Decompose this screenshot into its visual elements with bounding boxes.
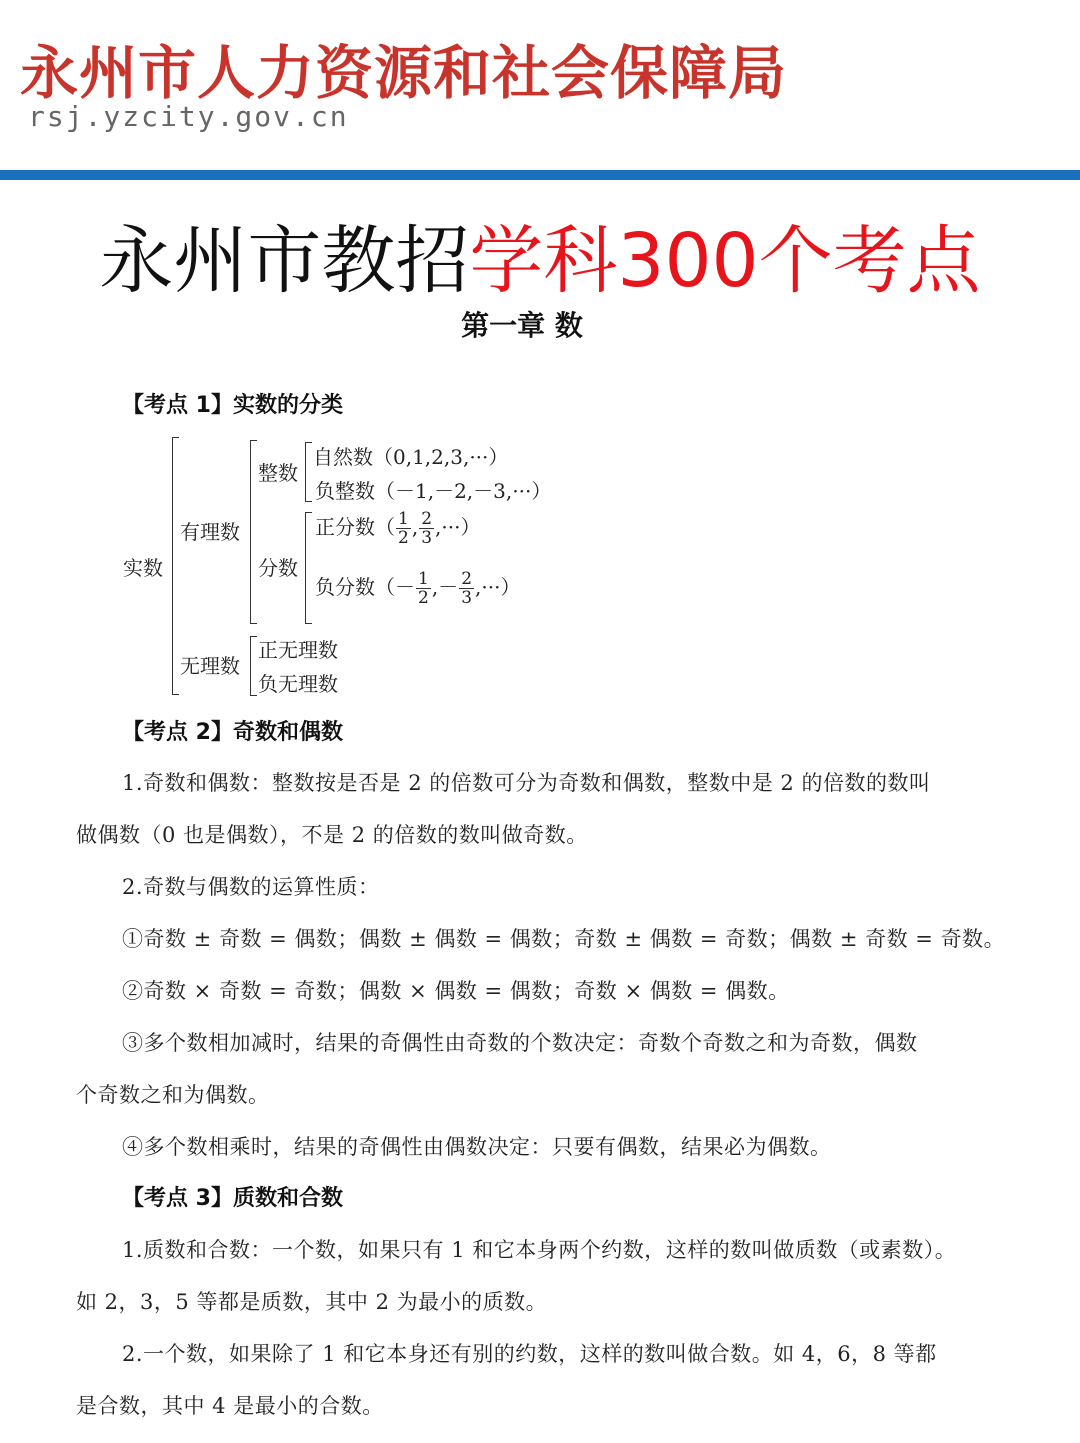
- tree-positive-irrational: 正无理数: [258, 638, 338, 662]
- kp1-heading: 【考点 1】实数的分类: [122, 393, 343, 418]
- page-title: [0, 202, 1080, 308]
- chapter-title: 第一章 数: [461, 309, 583, 342]
- kp2-rule-3-line-2: 个奇数之和为偶数。: [76, 1083, 270, 1107]
- fraction-one-half: [416, 570, 431, 607]
- frac-numerator: 1: [418, 569, 429, 589]
- rational-brace: [250, 440, 257, 624]
- frac-numerator: 2: [421, 509, 433, 529]
- fraction-one-half: [396, 510, 411, 547]
- title-part-1: 永州市教招: [99, 218, 470, 304]
- tree-natural-number: 自然数（0,1,2,3,···）: [313, 445, 509, 469]
- kp3-heading: 【考点 3】质数和合数: [122, 1186, 343, 1211]
- pos-frac-tail: ,···）: [435, 515, 481, 539]
- kp2-rule-3-line-1: ③多个数相加减时，结果的奇偶性由奇数的个数决定：奇数个奇数之和为奇数，偶数: [122, 1031, 918, 1055]
- frac-denominator: 2: [418, 588, 429, 608]
- header-divider-bar: [0, 170, 1080, 180]
- pos-frac-label: 正分数（: [315, 515, 395, 539]
- tree-negative-integer: 负整数（－1,－2,－3,···）: [315, 479, 552, 503]
- tree-negative-irrational: 负无理数: [258, 672, 338, 696]
- kp2-paragraph-1-line-2: 做偶数（0 也是偶数），不是 2 的倍数的数叫做奇数。: [76, 823, 588, 847]
- kp2-heading: 【考点 2】奇数和偶数: [122, 720, 343, 745]
- kp2-paragraph-1-line-1: 1.奇数和偶数：整数按是否是 2 的倍数可分为奇数和偶数，整数中是 2 的倍数的数叫: [122, 771, 931, 795]
- tree-irrational-label: 无理数: [180, 654, 240, 678]
- irrational-brace: [250, 636, 257, 696]
- neg-frac-label: 负分数（－: [315, 575, 415, 599]
- tree-negative-fraction: 负分数（－ $\frac{1}{2}$ ,－ $\frac{2}{3}$ ,···）: [315, 569, 521, 608]
- kp3-paragraph-1-line-2: 如 2，3，5 等都是质数，其中 2 为最小的质数。: [76, 1290, 548, 1314]
- tree-rational-label: 有理数: [180, 520, 240, 544]
- tree-root-label: 实数: [123, 556, 163, 580]
- title-part-2: 学科300个考点: [469, 218, 981, 304]
- fraction-two-thirds: [459, 570, 474, 607]
- org-name: 永州市人力资源和社会保障局: [20, 39, 788, 107]
- kp3-paragraph-2-line-1: 2.一个数，如果除了 1 和它本身还有别的约数，这样的数叫做合数。如 4，6，8 等都: [122, 1342, 937, 1366]
- kp2-paragraph-2: 2.奇数与偶数的运算性质：: [122, 875, 380, 899]
- fraction-two-thirds: [419, 510, 434, 547]
- org-url: rsj.yzcity.gov.cn: [28, 100, 349, 133]
- frac-denominator: 2: [398, 528, 409, 548]
- kp3-paragraph-1-line-1: 1.质数和合数：一个数，如果只有 1 和它本身两个约数，这样的数叫做质数（或素数）。: [122, 1238, 957, 1262]
- frac-numerator: 2: [461, 569, 473, 589]
- frac-denominator: 3: [421, 528, 433, 548]
- tree-integer-label: 整数: [258, 461, 298, 485]
- integer-brace: [305, 442, 312, 502]
- frac-denominator: 3: [461, 588, 473, 608]
- neg-frac-tail: ,···）: [475, 575, 521, 599]
- kp2-rule-1: ①奇数 ± 奇数 = 偶数；偶数 ± 偶数 = 偶数；奇数 ± 偶数 = 奇数；偶数 ± 奇数 = 奇数。: [122, 927, 1006, 951]
- frac-numerator: 1: [398, 509, 409, 529]
- fraction-brace: [305, 512, 312, 624]
- kp2-rule-2: ②奇数 × 奇数 = 奇数；偶数 × 偶数 = 偶数；奇数 × 偶数 = 偶数。: [122, 979, 790, 1003]
- tree-positive-fraction: 正分数（ $\frac{1}{2}$ , $\frac{2}{3}$ ,···）: [315, 509, 481, 548]
- kp3-paragraph-2-line-2: 是合数，其中 4 是最小的合数。: [76, 1394, 384, 1418]
- tree-fraction-label: 分数: [258, 556, 298, 580]
- kp2-rule-4: ④多个数相乘时，结果的奇偶性由偶数决定：只要有偶数，结果必为偶数。: [122, 1135, 832, 1159]
- site-header: [0, 0, 1080, 170]
- root-brace: [172, 437, 179, 695]
